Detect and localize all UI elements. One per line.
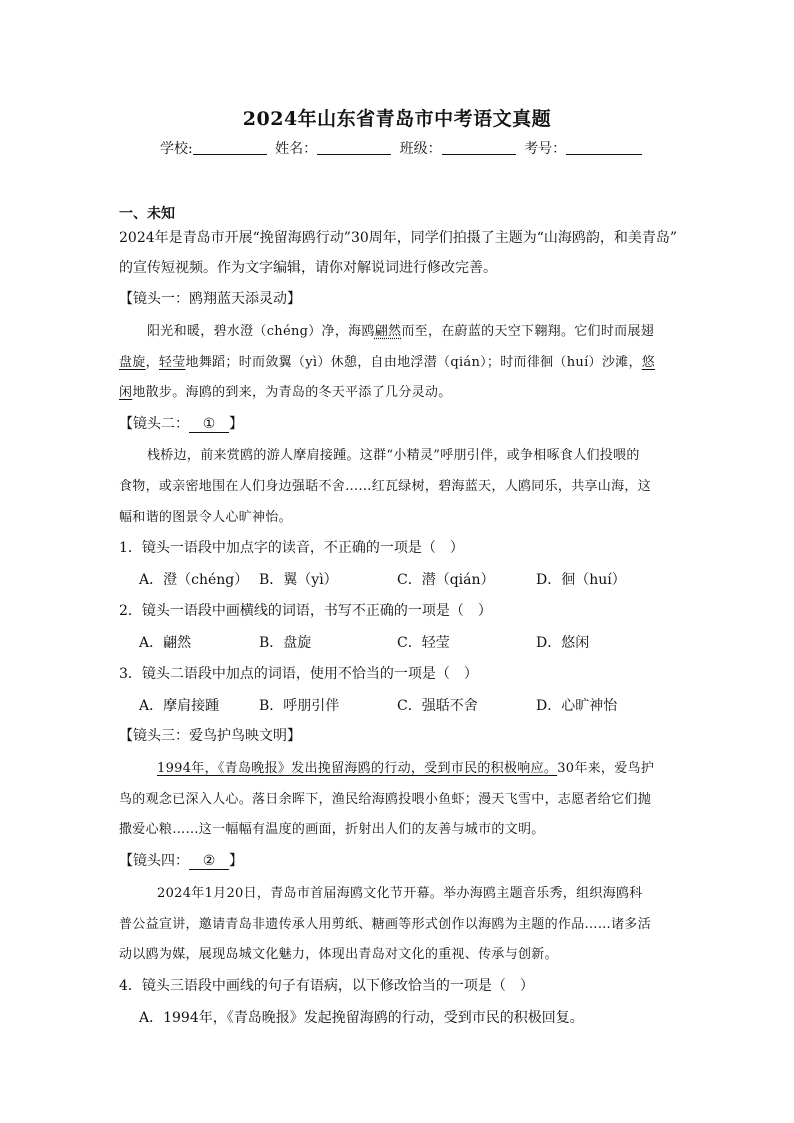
name-label: 姓名： — [275, 141, 318, 157]
shot2-heading — [119, 414, 243, 434]
section-heading: 一、未知 — [119, 206, 175, 222]
shot4-line-3: 动以鸥为媒，展现岛城文化魅力，体现出青岛对文化的重视、传承与创新。 — [119, 947, 558, 962]
text: 地舞蹈；时而敛翼（yì）休憩，自由地浮潜（qián）；时而徘徊（huí）沙滩， — [185, 355, 642, 370]
q1-option-a[interactable]: A．澄（chéng） — [139, 572, 249, 588]
shot3-line-3: 撒爱心粮……这一幅幅有温度的画面，折射出人们的友善与城市的文明。 — [119, 822, 545, 837]
shot1-line-1 — [147, 322, 654, 342]
underlined-word: 闲 — [119, 385, 133, 400]
shot3-line-1 — [157, 759, 654, 779]
shot4-line-2: 普公益宣讲，邀请青岛非遗传承人用剪纸、糖画等形式创作以海鸥为主题的作品……诸多活 — [119, 917, 652, 932]
underlined-word: 盘旋 — [119, 355, 146, 370]
underlined-word: 悠 — [641, 355, 656, 370]
q1-option-b[interactable]: B．翼（yì） — [259, 572, 338, 588]
shot2-line-2: 食物，或亲密地围在人们身边强聒不舍……红瓦绿树，碧海蓝天，人鸥同乐，共享山海，这 — [119, 479, 652, 494]
question-1: 1．镜头一语段中加点字的读音，不正确的一项是（ ） — [119, 540, 464, 556]
text: 而至，在蔚蓝的天空下翱翔。它们时而展翅 — [401, 324, 655, 339]
shot2-line-1: 栈桥边，前来赏鸥的游人摩肩接踵。这群“小精灵”呼朋引伴，或争相啄食人们投喂的 — [147, 448, 640, 463]
text: 【镜头二： — [119, 416, 189, 432]
question-4: 4．镜头三语段中画线的句子有语病，以下修改恰当的一项是（ ） — [119, 978, 534, 994]
q3-option-a[interactable]: A．摩肩接踵 — [139, 698, 220, 714]
shot4-heading — [119, 851, 243, 871]
answer-blank-2[interactable]: ② — [189, 853, 229, 870]
class-blank[interactable] — [442, 140, 516, 155]
text: 30年来，爱鸟护 — [557, 761, 655, 776]
text: 【镜头四： — [119, 853, 189, 869]
shot1-line-3 — [119, 383, 452, 403]
q2-option-a[interactable]: A．翩然 — [139, 635, 192, 651]
shot2-line-3: 幅和谐的图景令人心旷神怡。 — [119, 510, 292, 525]
shot3-heading: 【镜头三：爱鸟护鸟映文明】 — [119, 728, 301, 744]
question-3: 3．镜头二语段中加点的词语，使用不恰当的一项是（ ） — [119, 666, 478, 682]
shot1-line-2 — [119, 353, 655, 373]
q2-option-c[interactable]: C．轻莹 — [397, 635, 450, 651]
student-info-row — [160, 138, 646, 158]
school-label: 学校: — [160, 141, 193, 157]
text: 阳光和暖，碧水澄（chéng）净，海鸥 — [147, 324, 375, 339]
q4-option-a[interactable]: A．1994年，《青岛晚报》发起挽留海鸥的行动，受到市民的积极回复。 — [139, 1010, 584, 1026]
q3-option-b[interactable]: B．呼朋引伴 — [259, 698, 340, 714]
class-label: 班级： — [399, 141, 442, 157]
exam-no-blank[interactable] — [566, 140, 642, 155]
page-title: 2024年山东省青岛市中考语文真题 — [242, 108, 552, 130]
name-blank[interactable] — [317, 140, 391, 155]
answer-blank-1[interactable]: ① — [189, 416, 229, 433]
shot3-line-2: 鸟的观念已深入人心。落日余晖下，渔民给海鸥投喂小鱼虾；漫天飞雪中，志愿者给它们抛 — [119, 792, 652, 807]
question-2: 2．镜头一语段中画横线的词语，书写不正确的一项是（ ） — [119, 603, 492, 619]
q3-option-d[interactable]: D．心旷神怡 — [536, 698, 618, 714]
q1-option-c[interactable]: C．潜（qián） — [397, 572, 495, 588]
text: 】 — [229, 853, 243, 869]
dotted-word: 翩然 — [374, 324, 402, 339]
school-blank[interactable] — [193, 140, 267, 155]
q2-option-b[interactable]: B．盘旋 — [259, 635, 312, 651]
text: 地散步。海鸥的到来，为青岛的冬天平添了几分灵动。 — [132, 385, 452, 400]
shot1-heading: 【镜头一：鸥翔蓝天添灵动】 — [119, 291, 301, 307]
exam-no-label: 考号： — [524, 141, 567, 157]
text: ， — [145, 355, 159, 370]
intro-line-2: 的宣传短视频。作为文字编辑，请你对解说词进行修改完善。 — [119, 260, 497, 276]
text: 】 — [229, 416, 243, 432]
q1-option-d[interactable]: D．徊（huí） — [536, 572, 626, 588]
q2-option-d[interactable]: D．悠闲 — [536, 635, 590, 651]
underlined-word: 轻莹 — [158, 355, 186, 370]
shot4-line-1: 2024年1月20日，青岛市首届海鸥文化节开幕。举办海鸥主题音乐秀，组织海鸥科 — [157, 886, 643, 901]
q3-option-c[interactable]: C．强聒不舍 — [397, 698, 478, 714]
underlined-sentence: 1994年，《青岛晚报》发出挽留海鸥的行动，受到市民的积极响应。 — [157, 761, 558, 776]
intro-line-1: 2024年是青岛市开展“挽留海鸥行动”30周年，同学们拍摄了主题为“山海鸥韵，和美青岛” — [119, 230, 678, 246]
